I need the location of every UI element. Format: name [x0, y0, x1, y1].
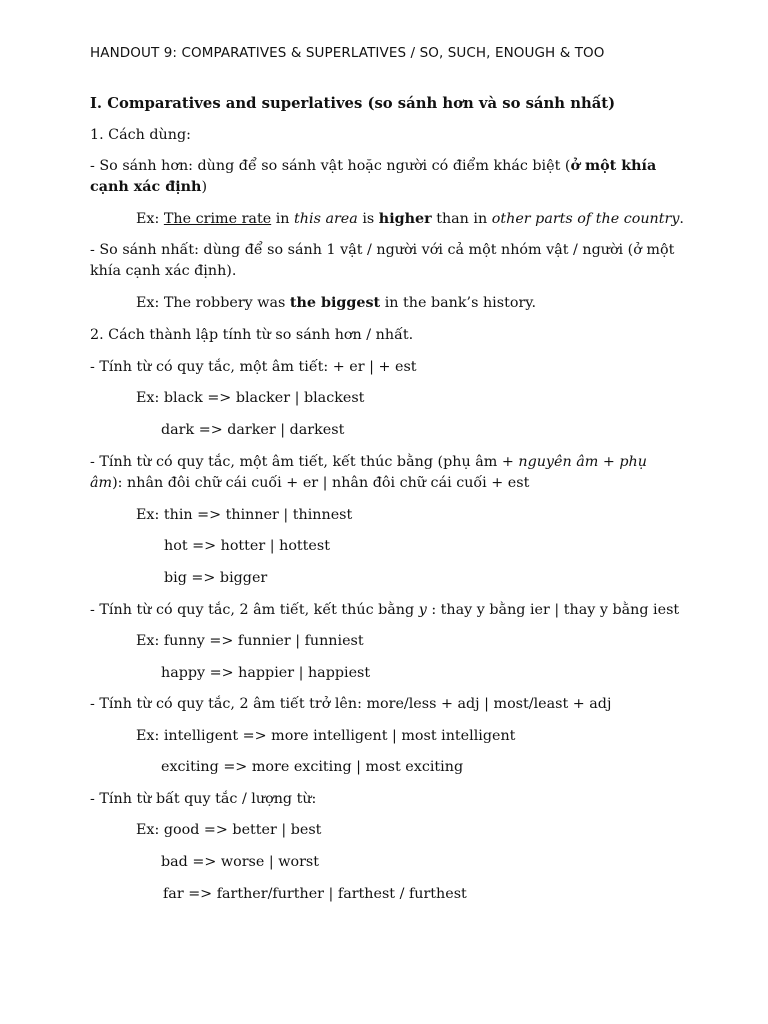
- rule3-text: - Tính từ có quy tắc, 2 âm tiết, kết thúc bằng: [90, 602, 419, 618]
- ex-superlative-bold: the biggest: [289, 295, 381, 311]
- rule1-example-2: dark => darker | darkest: [161, 422, 345, 438]
- superlative-example: [136, 293, 536, 314]
- rule2-example-3: big => bigger: [164, 570, 268, 586]
- handout-header: HANDOUT 9: COMPARATIVES & SUPERLATIVES / SO, SUCH, ENOUGH & TOO: [90, 45, 605, 61]
- ex-other-italic: other parts of the country: [491, 211, 680, 227]
- ex-text: Ex: The robbery was: [136, 295, 290, 311]
- comparative-example: [136, 209, 684, 230]
- ex-adjective-bold: higher: [378, 211, 432, 227]
- ex-subject-underlined: The crime rate: [163, 211, 272, 227]
- ex-text: than in: [431, 211, 492, 227]
- comparative-def-bold: ở một khía cạnh xác định: [90, 158, 657, 195]
- rule2-italic: nguyên âm + phụ âm: [90, 454, 647, 491]
- rule3-example-1: Ex: funny => funnier | funniest: [136, 633, 364, 649]
- rule5-example-1: Ex: good => better | best: [136, 822, 322, 838]
- rule3-italic: y: [418, 602, 427, 618]
- ex-place-italic: this area: [294, 211, 358, 227]
- rule-irregular: - Tính từ bất quy tắc / lượng từ:: [90, 791, 317, 807]
- rule2-end: ): nhân đôi chữ cái cuối + er | nhân đôi chữ cái cuối + est: [112, 475, 530, 491]
- ex-text: .: [679, 211, 684, 227]
- ex-prefix: Ex:: [136, 211, 164, 227]
- rule2-example-1: Ex: thin => thinner | thinnest: [136, 507, 353, 523]
- rule-multi-syllable: - Tính từ có quy tắc, 2 âm tiết trở lên: more/less + adj | most/least + adj: [90, 696, 612, 712]
- usage-title: 1. Cách dùng:: [90, 127, 191, 143]
- rule2-example-2: hot => hotter | hottest: [164, 538, 330, 554]
- section-heading: I. Comparatives and superlatives (so sánh hơn và so sánh nhất): [90, 95, 616, 112]
- rule-one-syllable: - Tính từ có quy tắc, một âm tiết: + er | + est: [90, 359, 417, 375]
- rule-two-syllable-y: [90, 600, 679, 621]
- ex-text: in the bank’s history.: [380, 295, 536, 311]
- rule1-example-1: Ex: black => blacker | blackest: [136, 390, 365, 406]
- rule3-end: : thay y bằng ier | thay y bằng iest: [426, 602, 680, 618]
- rule4-example-1: Ex: intelligent => more intelligent | most intelligent: [136, 728, 516, 744]
- comparative-def-text: - So sánh hơn: dùng để so sánh vật hoặc người có điểm khác biệt (: [90, 158, 571, 174]
- formation-title: 2. Cách thành lập tính từ so sánh hơn / nhất.: [90, 327, 414, 343]
- rule5-example-3: far => farther/further | farthest / furthest: [163, 886, 467, 902]
- superlative-definition: - So sánh nhất: dùng để so sánh 1 vật / người với cả một nhóm vật / người (ở một khía cạnh xác định).: [90, 242, 675, 279]
- rule2-text: - Tính từ có quy tắc, một âm tiết, kết thúc bằng (phụ âm +: [90, 454, 519, 470]
- rule4-example-2: exciting => more exciting | most exciting: [161, 759, 464, 775]
- ex-text: is: [357, 211, 379, 227]
- ex-text: in: [271, 211, 295, 227]
- comparative-definition: [90, 156, 670, 198]
- rule3-example-2: happy => happier | happiest: [161, 665, 371, 681]
- comparative-def-end: ): [201, 179, 208, 195]
- rule-consonant-vowel-consonant: [90, 452, 680, 494]
- rule5-example-2: bad => worse | worst: [161, 854, 320, 870]
